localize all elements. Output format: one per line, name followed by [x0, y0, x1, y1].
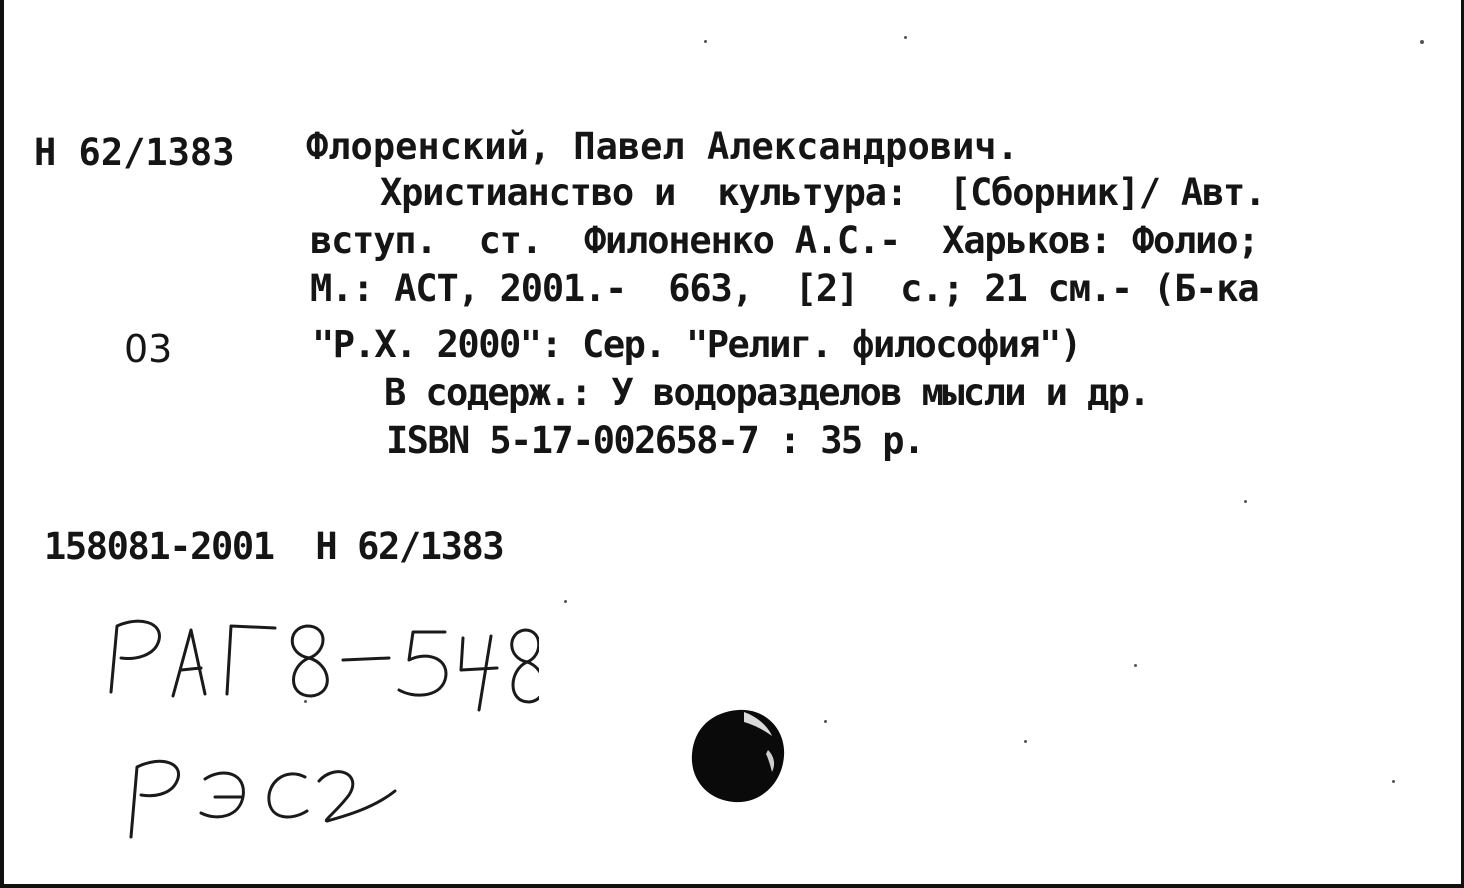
handwritten-shelf-mark-drawing [99, 610, 539, 720]
punch-hole-shape [686, 706, 788, 806]
scan-speck [1134, 664, 1137, 667]
scan-speck [824, 720, 827, 723]
series-line: "Р.Х. 2000": Сер. "Религ. философия") [312, 323, 1081, 366]
scan-speck [1024, 740, 1027, 743]
title-line: Христианство и культура: [Сборник]/ Авт. [380, 171, 1266, 214]
scan-speck [1420, 40, 1424, 44]
scan-speck [564, 600, 567, 603]
isbn-price: ISBN 5-17-002658-7 : 35 р. [386, 419, 924, 462]
handwritten-shelf-mark [99, 610, 539, 720]
contents-note: В содерж.: У водоразделов мысли и др. [384, 371, 1150, 414]
handwritten-code-drawing [119, 745, 409, 845]
edition-line: вступ. ст. Филоненко А.С.- Харьков: Фолио; [310, 219, 1259, 262]
publication-line: М.: АСТ, 2001.- 663, [2] с.; 21 см.- (Б-ка [310, 267, 1259, 310]
scan-speck [904, 36, 907, 39]
scan-speck [1392, 780, 1395, 783]
call-number: Н 62/1383 [34, 131, 235, 174]
accession-number: 158081-2001 Н 62/1383 [44, 525, 504, 568]
scan-speck [304, 700, 307, 703]
handwritten-code [119, 745, 409, 845]
author-heading: Флоренский, Павел Александрович. [306, 125, 1019, 168]
scan-speck [704, 40, 707, 43]
scan-speck [1244, 500, 1247, 503]
left-code: 03 [124, 327, 173, 371]
punch-hole [686, 706, 788, 806]
